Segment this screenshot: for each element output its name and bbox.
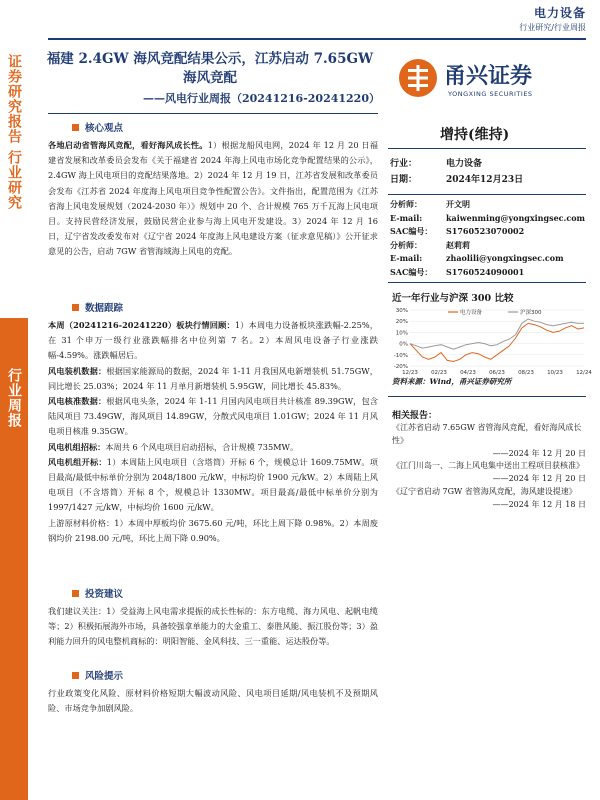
header-subtitle: 行业研究/行业周报	[519, 23, 586, 32]
tracking-item: 风电核准数据：根据风电头条，2024 年 1-11 月国内风电项目共计核准 89.39GW，包含陆风项目 73.49GW，海风项目 14.89GW，分散式风电项目 1.01GW；2024 年 11 月风电项目核准 9.35GW。	[48, 396, 378, 437]
bullet-square-icon	[72, 304, 79, 311]
x-tick-label: 04/23	[460, 370, 476, 376]
y-tick-label: 0%	[399, 341, 408, 348]
bullet-square-icon	[72, 590, 79, 597]
y-tick-label: -20%	[393, 364, 408, 370]
title-rule	[48, 113, 378, 114]
x-tick-label: 12/23	[402, 370, 418, 376]
chart-title: 近一年行业与沪深 300 比较	[392, 293, 514, 304]
section-invest	[48, 586, 378, 650]
line-chart	[388, 306, 592, 376]
title-line2: 海风竞配	[183, 70, 237, 86]
related-date: ——2024 年 12 月 18 日	[492, 499, 586, 509]
related-item[interactable]	[392, 460, 586, 486]
core-body: 1）根据龙船风电网，2024 年 12 月 20 日福建省发展和改革委员会发布《关于福建省 2024 年海上风电市场化竞争配置结果的公示》，2.4GW 海上风电项目的竞配结果落地。2）2024 年 12 月 19 日，江苏省发展和改革委员会发布《江苏省 2024 年度海上风电项目竞争性配置公告》。文件指出，配置范围为《江苏省海上风电发展规划（2024-2030 年）》规划中 20 个、合计规模 765 万千瓦海上风电项目。支持民营经济发展，鼓励民营企业参与海上风电开发建设。3）2024 年 12 月 16 日，辽宁省发改委发布对《辽宁省 2024 年度海上风电建设方案（征求意见稿）》公开征求意见的公告，启动 7GW 省管海域海上风电的竞配。	[48, 140, 378, 257]
x-tick-label: 02/23	[431, 370, 447, 376]
section-tracking	[48, 300, 378, 546]
section-risk	[48, 668, 378, 716]
related-heading: 相关报告：	[392, 411, 438, 421]
divider	[388, 282, 586, 283]
y-tick-label: -10%	[393, 352, 408, 359]
chart-source: 资料来源：Wind，甬兴证券研究所	[392, 377, 512, 386]
tracking-item: 本周（20241216-20241220）板块行情回顾：1）本周电力设备板块涨跌幅-2.25%，在 31 个申万一级行业涨跌幅排名中位列第 7 名。2）本周风电设备子行业涨跌幅-4.59%。涨跌幅居后。	[48, 320, 378, 361]
analyst-name: 赵莉莉	[446, 239, 470, 250]
title-subtitle: ——风电行业周报（20241216-20241220）	[142, 92, 380, 105]
report-title	[40, 50, 380, 108]
divider	[388, 396, 586, 397]
x-tick-label: 12/24	[576, 370, 592, 376]
series-line	[410, 319, 584, 349]
related-date: ——2024 年 12 月 20 日	[492, 448, 586, 458]
analyst-sac: S1760523070002	[446, 226, 525, 236]
divider	[388, 194, 586, 195]
bullet-square-icon	[72, 672, 79, 679]
divider	[388, 148, 586, 149]
invest-body: 我们建议关注：1）受益海上风电需求提振的成长性标的：东方电缆、海力风电、起帆电缆等；2）积极拓展海外市场，具备较强拿单能力的大金重工、泰胜风能、振江股份等；3）盈利能力回升的风电整机商标的：明阳智能、金风科技、三一重能、运达股份等。	[48, 606, 378, 647]
related-title: 《辽宁省启动 7GW 省管海风竞配，海风建设提速》	[392, 486, 577, 496]
y-tick-label: 30%	[395, 308, 408, 314]
x-tick-label: 08/23	[518, 370, 534, 376]
tracking-item: 风电机组招标：本周共 6 个风电项目启动招标，合计规模 735MW。	[48, 441, 299, 452]
tracking-item: 风电装机数据：根据国家能源局的数据，2024 年 1-11 月我国风电新增装机 51.75GW，同比增长 25.03%；2024 年 11 月单月新增装机 5.95GW，同比增长 45.83%。	[48, 365, 378, 391]
title-line1: 福建 2.4GW 海风竞配结果公示，江苏启动 7.65GW	[46, 51, 374, 67]
analyst-email: kaiwenming@yongxingsec.com	[446, 212, 586, 223]
related-title: 《江苏省启动 7.65GW 省管海风竞配，看好海风成长性》	[392, 423, 582, 445]
x-tick-label: 10/23	[547, 370, 563, 376]
section-heading-invest: 投资建议	[48, 586, 378, 604]
analyst-email: zhaolili@yongxingsec.com	[446, 253, 564, 263]
analyst-sac: S1760524090001	[446, 266, 525, 277]
section-core	[48, 120, 378, 260]
tracking-item: 上游原材料价格：1）本周中厚板均价 3675.60 元/吨，环比上周下降 0.98%。2）本周废钢均价 2198.00 元/吨，环比上周下降 0.90%。	[48, 517, 378, 543]
analyst-name: 开文明	[446, 199, 470, 209]
related-date: ——2024 年 12 月 20 日	[492, 474, 586, 484]
y-tick-label: 10%	[395, 330, 408, 337]
rating: 增持(维持)	[440, 127, 510, 143]
header-rule	[48, 38, 586, 40]
date-value: 2024年12月23日	[446, 175, 524, 185]
related-title: 《江门川岛一、二海上风电集中送出工程项目获核准》	[392, 461, 584, 471]
y-tick-label: 20%	[395, 319, 408, 326]
tracking-item: 风电机组开标：1）本周陆上风电项目（含塔筒）开标 6 个，规模总计 1609.75MW。项目最高/最低中标单价分别为 2048/1800 元/kW，中标均价 1900 元/kW。2）本周陆上风电项目（不含塔筒）开标 8 个，规模总计 1330MW。项目最高/最低中标单价分别为 1997/1427 元/kW，中标均价 1600 元/kW。	[48, 456, 378, 513]
core-lead: 各地启动省管海风竞配，看好海风成长性。	[48, 140, 208, 150]
core-paragraph	[48, 138, 378, 260]
related-item[interactable]	[392, 422, 586, 460]
legend-label: 沪深300	[520, 310, 542, 316]
bullet-square-icon	[72, 124, 79, 131]
header-sector: 电力设备	[533, 6, 586, 20]
section-heading-tracking: 数据跟踪	[48, 300, 378, 318]
related-item[interactable]	[392, 486, 586, 512]
section-heading-core: 核心观点	[48, 120, 378, 138]
related-list	[392, 422, 586, 512]
x-tick-label: 06/23	[489, 370, 505, 376]
sidebar-mid-text: 行业研究	[6, 150, 22, 210]
logo-name: 甬兴证券	[444, 64, 533, 89]
sidebar-top-text: 证券研究报告	[6, 54, 22, 144]
series-line	[410, 323, 584, 361]
sidebar-box-text: 行业周报	[6, 368, 22, 428]
company-logo	[396, 56, 586, 100]
analyst-block: 分析师： 开文明 E-mail: kaiwenming@yongxingsec.com SAC编号： S1760523070002 分析师： 赵莉莉 E-mail: zhaolili@yongxingsec.com SAC编号： S1760524090001	[390, 199, 586, 277]
risk-body: 行业政策变化风险、原材料价格短期大幅波动风险、风电项目延期/风电装机不及预期风险、市场竞争加剧风险。	[48, 688, 378, 714]
logo-en: YONGXING SECURITIES	[448, 90, 533, 98]
section-heading-risk: 风险提示	[48, 668, 378, 686]
report-header	[519, 4, 586, 33]
meta-block: 行业： 电力设备 日期： 2024年12月23日	[390, 159, 524, 185]
legend-label: 电力设备	[460, 310, 483, 316]
industry-value: 电力设备	[446, 159, 483, 169]
